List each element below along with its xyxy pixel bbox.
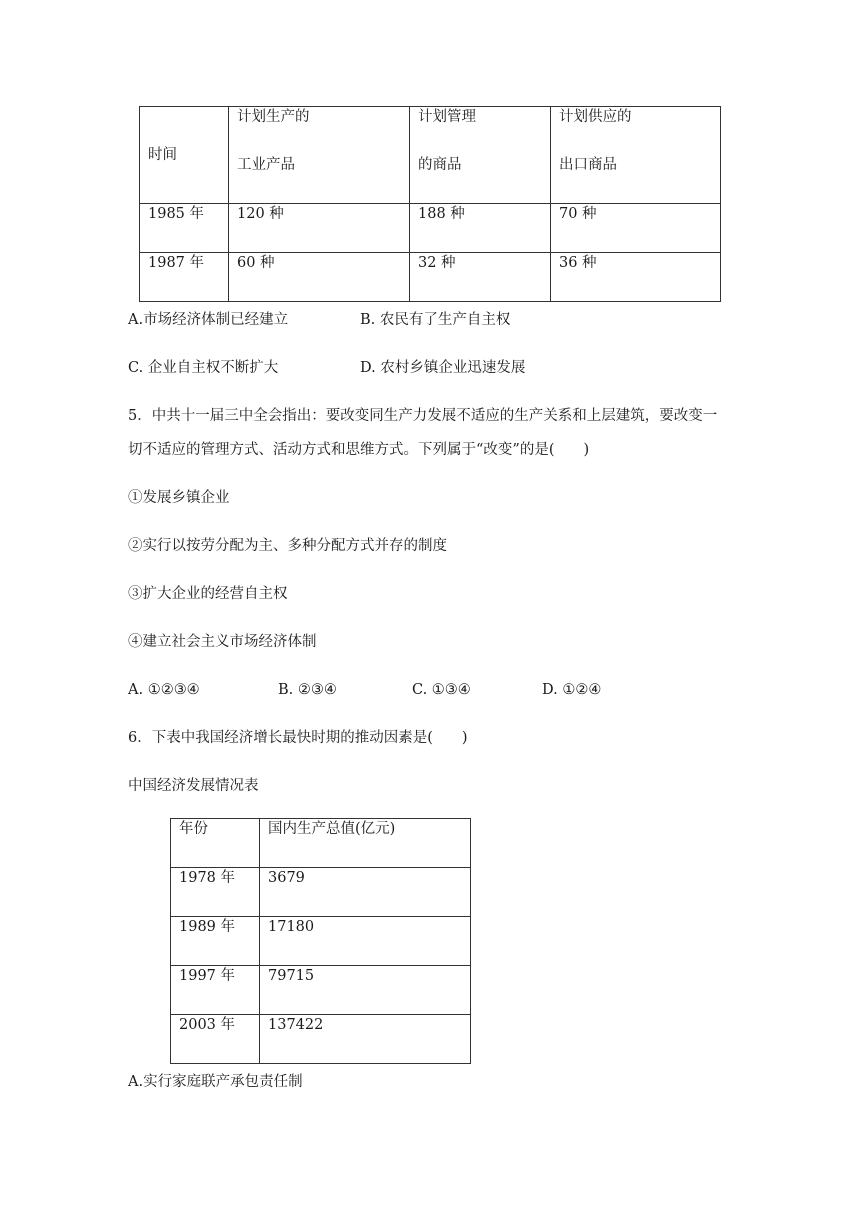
table-row bbox=[171, 868, 471, 917]
table-cell: 1997 年 bbox=[171, 966, 260, 1015]
table-cell: 137422 bbox=[260, 1015, 471, 1064]
table-cell: 70 种 bbox=[551, 204, 721, 253]
table-cell: 1987 年 bbox=[140, 253, 229, 302]
table-header-cell: 国内生产总值(亿元) bbox=[260, 819, 471, 868]
q5-option-a[interactable]: A. ①②③④ bbox=[128, 682, 200, 698]
table-cell: 79715 bbox=[260, 966, 471, 1015]
q4-option-d[interactable]: D. 农村乡镇企业迅速发展 bbox=[360, 360, 526, 376]
q5-stem-line2: 切不适应的管理方式、活动方式和思维方式。下列属于“改变”的是( ) bbox=[128, 442, 590, 458]
header-industrial-line1: 计划生产的 bbox=[237, 109, 310, 125]
header-managed-line2: 的商品 bbox=[418, 157, 462, 173]
table-cell: 120 种 bbox=[229, 204, 410, 253]
header-time: 时间 bbox=[148, 147, 177, 163]
table-row bbox=[171, 966, 471, 1015]
table-header-cell: 年份 bbox=[171, 819, 260, 868]
q5-item-1: ①发展乡镇企业 bbox=[128, 490, 230, 506]
table-header-cell bbox=[551, 107, 721, 204]
header-export-line2: 出口商品 bbox=[559, 157, 617, 173]
table-row bbox=[171, 1015, 471, 1064]
q5-item-3: ③扩大企业的经营自主权 bbox=[128, 586, 288, 602]
q5-item-2: ②实行以按劳分配为主、多种分配方式并存的制度 bbox=[128, 538, 447, 554]
table-cell: 2003 年 bbox=[171, 1015, 260, 1064]
header-export-line1: 计划供应的 bbox=[559, 109, 632, 125]
plan-reduction-table bbox=[139, 106, 721, 302]
table-cell: 188 种 bbox=[410, 204, 551, 253]
q6-option-a[interactable]: A.实行家庭联产承包责任制 bbox=[128, 1074, 303, 1090]
table-row bbox=[140, 204, 721, 253]
q4-option-b[interactable]: B. 农民有了生产自主权 bbox=[360, 312, 511, 328]
header-managed-line1: 计划管理 bbox=[418, 109, 476, 125]
table-row bbox=[171, 917, 471, 966]
table-header-cell bbox=[229, 107, 410, 204]
q5-item-4: ④建立社会主义市场经济体制 bbox=[128, 634, 317, 650]
table-cell: 1978 年 bbox=[171, 868, 260, 917]
q5-stem-line1: 5．中共十一届三中全会指出：要改变同生产力发展不适应的生产关系和上层建筑，要改变一 bbox=[128, 408, 718, 424]
table-cell: 60 种 bbox=[229, 253, 410, 302]
table-cell: 1989 年 bbox=[171, 917, 260, 966]
q4-option-a[interactable]: A.市场经济体制已经建立 bbox=[128, 312, 289, 328]
table-cell: 3679 bbox=[260, 868, 471, 917]
table-cell: 17180 bbox=[260, 917, 471, 966]
q4-option-c[interactable]: C. 企业自主权不断扩大 bbox=[128, 360, 279, 376]
table-cell: 1985 年 bbox=[140, 204, 229, 253]
q5-option-d[interactable]: D. ①②④ bbox=[542, 682, 602, 698]
table-header-row bbox=[140, 107, 721, 204]
table-header-cell bbox=[140, 107, 229, 204]
gdp-table bbox=[170, 818, 471, 1064]
q6-stem: 6．下表中我国经济增长最快时期的推动因素是( ) bbox=[128, 730, 468, 746]
table-cell: 32 种 bbox=[410, 253, 551, 302]
header-industrial-line2: 工业产品 bbox=[237, 157, 295, 173]
q5-option-c[interactable]: C. ①③④ bbox=[412, 682, 471, 698]
table-header-cell bbox=[410, 107, 551, 204]
q5-option-b[interactable]: B. ②③④ bbox=[278, 682, 337, 698]
table-cell: 36 种 bbox=[551, 253, 721, 302]
q6-table-title: 中国经济发展情况表 bbox=[128, 778, 259, 794]
table-header-row bbox=[171, 819, 471, 868]
table-row bbox=[140, 253, 721, 302]
